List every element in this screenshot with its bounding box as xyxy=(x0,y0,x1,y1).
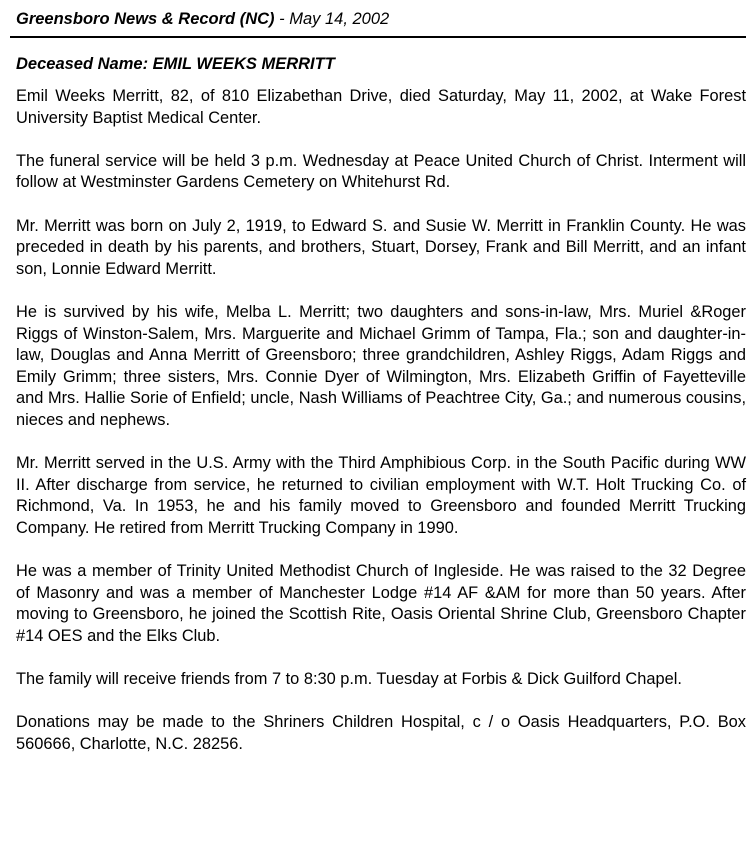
publication-name: Greensboro News & Record (NC) xyxy=(16,10,275,28)
obituary-body xyxy=(16,86,746,755)
document-header xyxy=(16,8,746,30)
header-divider xyxy=(10,36,746,38)
paragraph-donations: Donations may be made to the Shriners Children Hospital, c / o Oasis Headquarters, P.O. Box 560666, Charlotte, N.C. 28256. xyxy=(16,713,746,753)
paragraph-birth-family: Mr. Merritt was born on July 2, 1919, to Edward S. and Susie W. Merritt in Franklin County. He was preceded in death by his parents, and brothers, Stuart, Dorsey, Frank and Bill Merritt, and an infant son, Lonnie Edward Merritt. xyxy=(16,216,746,278)
header-separator: - xyxy=(274,10,290,28)
paragraph-death-notice: Emil Weeks Merritt, 82, of 810 Elizabethan Drive, died Saturday, May 11, 2002, at Wake Forest University Baptist Medical Center. xyxy=(16,87,746,127)
deceased-name-heading: Deceased Name: EMIL WEEKS MERRITT xyxy=(16,55,335,73)
paragraph-funeral-service: The funeral service will be held 3 p.m. Wednesday at Peace United Church of Christ. Interment will follow at Westminster Gardens Cemetery on Whitehurst Rd. xyxy=(16,151,746,192)
paragraph-visitation: The family will receive friends from 7 to 8:30 p.m. Tuesday at Forbis & Dick Guilford Chapel. xyxy=(16,670,682,689)
paragraph-survivors: He is survived by his wife, Melba L. Merritt; two daughters and sons-in-law, Mrs. Muriel &Roger Riggs of Winston-Salem, Mrs. Marguerite and Michael Grimm of Tampa, Fla.; son and daughter-in-law, Douglas and Anna Merritt of Greensboro; three grandchildren, Ashley Riggs, Adam Riggs and Emily Grimm; three sisters, Mrs. Connie Dyer of Wilmington, Mrs. Elizabeth Griffin of Fayetteville and Mrs. Hallie Sorie of Enfield; uncle, Nash Williams of Peachtree City, Ga.; and numerous cousins, nieces and nephews. xyxy=(16,302,746,429)
paragraph-career: Mr. Merritt served in the U.S. Army with the Third Amphibious Corp. in the South Pacific during WW II. After discharge from service, he returned to civilian employment with W.T. Holt Trucking Co. of Richmond, Va. In 1953, he and his family moved to Greensboro and founded Merritt Trucking Company. He retired from Merritt Trucking Company in 1990. xyxy=(16,454,746,537)
paragraph-memberships: He was a member of Trinity United Methodist Church of Ingleside. He was raised to the 32 Degree of Masonry and was a member of Manchester Lodge #14 AF &AM for more than 50 years. After moving to Greensboro, he joined the Scottish Rite, Oasis Oriental Shrine Club, Greensboro Chapter #14 OES and the Elks Club. xyxy=(16,562,746,645)
publication-date: May 14, 2002 xyxy=(289,10,390,28)
